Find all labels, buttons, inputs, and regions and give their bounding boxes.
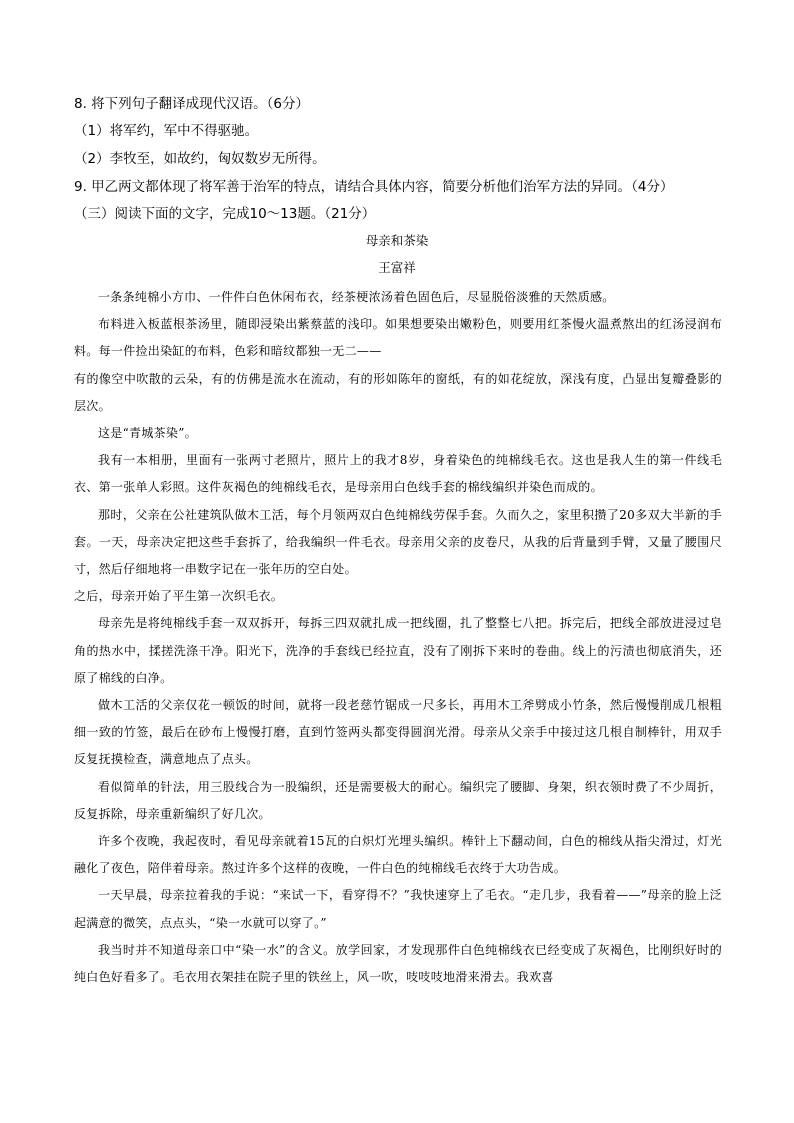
- question-9: 9. 甲乙两文都体现了将军善于治军的特点，请结合具体内容，简要分析他们治军方法的异同。（4分）: [74, 179, 674, 195]
- article-paragraph: 一条条纯棉小方巾、一件件白色休闲布衣，经茶梗浓汤着色固色后，尽显脱俗淡雅的天然质感。: [98, 290, 615, 304]
- article-paragraph: 许多个夜晚，我起夜时，看见母亲就着15瓦的白炽灯光埋头编织。棒针上下翻动间，白色的棉线从指尖滑过，灯光融化了夜色，陪伴着母亲。熬过许多个这样的夜晚，一件白色的纯棉线毛衣终于大功告成。: [74, 834, 722, 876]
- article-paragraph: 做木工活的父亲仅花一顿饭的时间，就将一段老慈竹锯成一尺多长，再用木工斧劈成小竹条，然后慢慢削成几根粗细一致的竹签，最后在砂布上慢慢打磨，直到竹签两头都变得圆润光滑。母亲从父亲手中接过这几根自制棒针，用双手反复抚摸检查，满意地点了点头。: [74, 698, 722, 767]
- question-8-item-1: （1）将军约，军中不得驱驰。: [74, 123, 259, 139]
- article-paragraph: 我当时并不知道母亲口中“染一水”的含义。放学回家，才发现那件白色纯棉线衣已经变成了灰褐色，比刚织好时的纯白色好看多了。毛衣用衣架挂在院子里的铁丝上，风一吹，吱吱吱地滑来滑去。我欢喜: [74, 942, 722, 985]
- article-paragraph: 看似简单的针法，用三股线合为一股编织，还是需要极大的耐心。编织完了腰脚、身架，织衣领时费了不少周折，反复拆除，母亲重新编织了好几次。: [74, 779, 722, 821]
- article-body: [74, 284, 722, 991]
- article-paragraph: 一天早晨，母亲拉着我的手说：“来试一下，看穿得不？”我快速穿上了毛衣。“走几步，我看着——”母亲的脸上泛起满意的微笑，点点头，“染一水就可以穿了。”: [74, 888, 722, 930]
- article-paragraph: 有的像空中吹散的云朵，有的仿佛是流水在流动，有的形如陈年的窗纸，有的如花绽放，深浅有度，凸显出复瓣叠影的层次。: [74, 371, 722, 413]
- article-paragraph: 这是“青城茶染”。: [98, 426, 197, 441]
- article-paragraph: 我有一本相册，里面有一张两寸老照片，照片上的我才8岁，身着染色的纯棉线毛衣。这也是我人生的第一件线毛衣、第一张单人彩照。这件灰褐色的纯棉线毛衣，是母亲用白色线手套的棉线编织并染色而成的。: [74, 453, 722, 495]
- article-paragraph: 母亲先是将纯棉线手套一双双拆开，每拆三四双就扎成一把线圈，扎了整整七八把。拆完后，把线全部放进浸过皂角的热水中，揉搓洗涤干净。阳光下，洗净的手套线已经拉直，没有了刚拆下来时的卷曲。线上的污渍也彻底消失，还原了棉线的白净。: [74, 616, 722, 685]
- article-author: 王富祥: [378, 260, 416, 275]
- article-paragraph: 之后，母亲开始了平生第一次织毛衣。: [74, 589, 284, 604]
- article-paragraph: 那时，父亲在公社建筑队做木工活，每个月领两双白色纯棉线劳保手套。久而久之，家里积攒了20多双大半新的手套。一天，母亲决定把这些手套拆了，给我编织一件毛衣。母亲用父亲的皮卷尺，从我的后背量到手臂，又量了腰围尺寸，然后仔细地将一串数字记在一张年历的空白处。: [74, 507, 722, 577]
- article-paragraph: 布料进入板蓝根茶汤里，随即浸染出紫蔡蓝的浅印。如果想要染出嫩粉色，则要用红茶慢火温煮熬出的红汤浸润布料。每一件捡出染缸的布料，色彩和暗纹都独一无二——: [74, 317, 722, 359]
- question-8: 8. 将下列句子翻译成现代汉语。（6分）: [74, 96, 310, 112]
- article-title: 母亲和茶染: [365, 233, 429, 248]
- question-8-item-2: （2）李牧至，如故约，匈奴数岁无所得。: [74, 151, 326, 167]
- section-3-heading: （三）阅读下面的文字，完成10～13题。（21分）: [74, 206, 376, 222]
